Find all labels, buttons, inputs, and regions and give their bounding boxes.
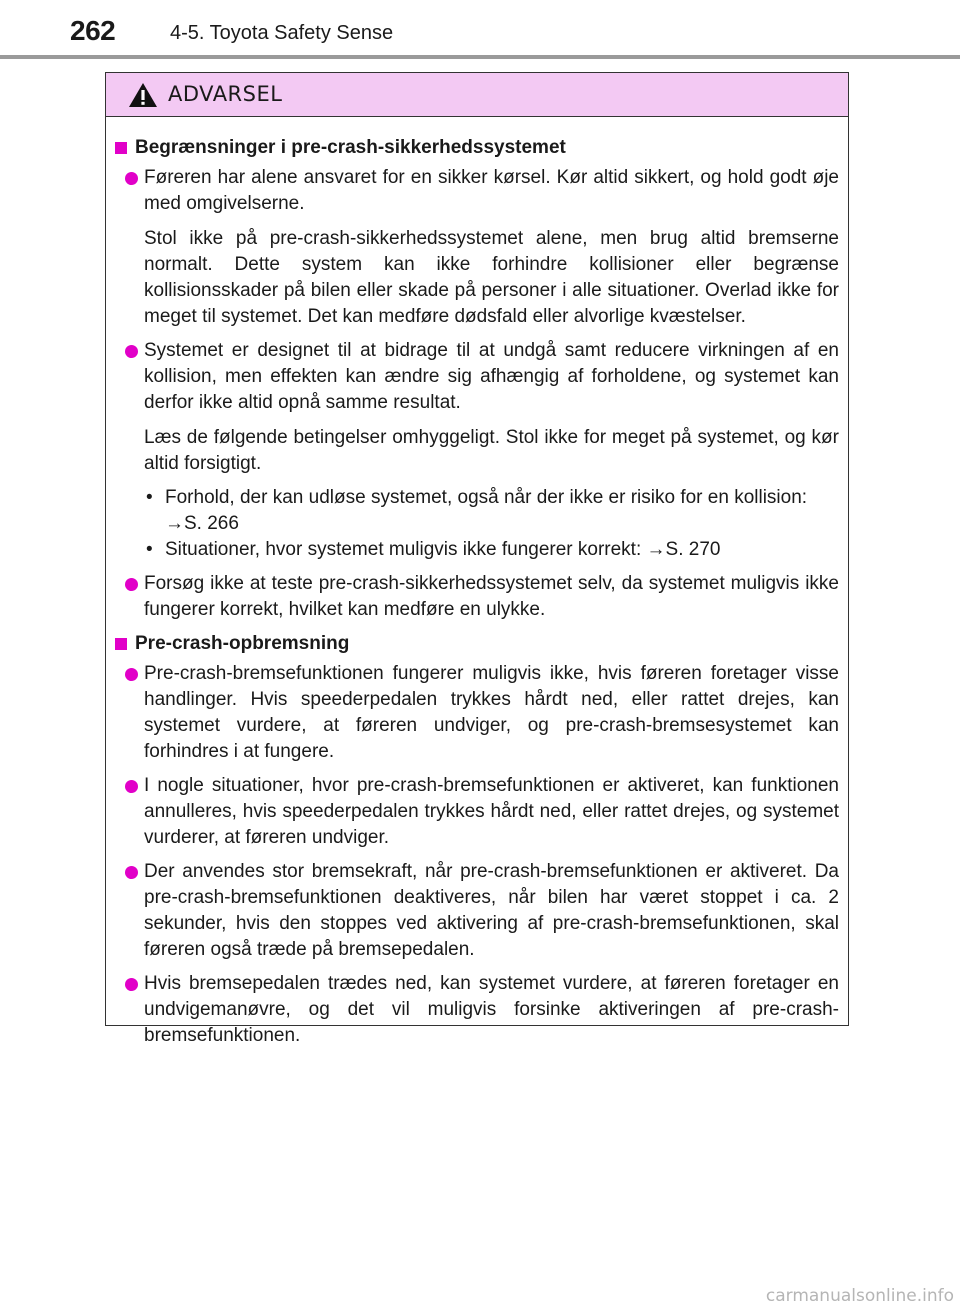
- warning-label: ADVARSEL: [168, 82, 283, 106]
- section-heading: [115, 135, 839, 161]
- cross-reference-text: Situationer, hvor systemet muligvis ikke fungerer korrekt: →S. 270: [165, 539, 721, 560]
- bullet-text: Forsøg ikke at teste pre-crash-sikkerhedssystemet selv, da systemet muligvis ikke fungerer korrekt, hvilket kan medføre en ulykke.: [144, 573, 839, 620]
- header-divider: [0, 55, 960, 59]
- dot-bullet-icon: [125, 578, 138, 591]
- bullet-text: Systemet er designet til at bidrage til at undgå samt reducere virkningen af en kollision, men effekten kan ændre sig afhængig af forholdene, og systemet kan derfor ikke altid opnå samme resultat.: [144, 340, 839, 413]
- warning-box: [105, 72, 849, 1046]
- bullet-subtext: Læs de følgende betingelser omhyggeligt. Stol ikke for meget på systemet, og kør altid forsigtigt.: [144, 427, 839, 474]
- warning-content: [106, 117, 848, 1049]
- bullet-item: [115, 773, 839, 851]
- list-item: • Forhold, der kan udløse systemet, også når der ikke er risiko for en kollision: →S. 266: [144, 485, 839, 537]
- bullet-text: Pre-crash-bremsefunktionen fungerer muligvis ikke, hvis føreren foretager visse handlinger. Hvis speederpedalen trykkes hårdt ned, eller rattet drejes, kan systemet vurdere, at føreren undviger, og pre-crash-bremsesystemet kan forhindres i at fungere.: [144, 663, 839, 762]
- square-bullet-icon: [115, 638, 127, 650]
- bullet-text: Føreren har alene ansvaret for en sikker kørsel. Kør altid sikkert, og hold godt øje med omgivelserne.: [144, 167, 839, 214]
- bullet-item: [115, 661, 839, 765]
- bullet-item: [115, 571, 839, 623]
- list-item: • Situationer, hvor systemet muligvis ikke fungerer korrekt: →S. 270: [144, 537, 839, 563]
- section-heading-text: Pre-crash-opbremsning: [135, 633, 350, 654]
- cross-reference-text: Forhold, der kan udløse systemet, også når der ikke er risiko for en kollision: →S. 266: [165, 487, 808, 534]
- watermark: carmanualsonline.info: [765, 1286, 954, 1306]
- bullet-item: [115, 165, 839, 330]
- bullet-item: [115, 338, 839, 563]
- bullet-text: I nogle situationer, hvor pre-crash-bremsefunktionen er aktiveret, kan funktionen annulleres, hvis speederpedalen trykkes hårdt ned, eller rattet drejes, og systemet vurderer, at føreren undviger.: [144, 775, 839, 848]
- dot-bullet-icon: [125, 668, 138, 681]
- bullet-subtext: Stol ikke på pre-crash-sikkerhedssystemet alene, men brug altid bremserne normalt. Dette system kan ikke forhindre kollisioner eller begrænse kollisionsskader på bilen eller skade på personer i alle situationer. Overlad ikke for meget til systemet. Det kan medføre dødsfald eller alvorlige kvæstelser.: [144, 228, 839, 327]
- warning-header: [106, 73, 848, 117]
- dot-bullet-icon: [125, 866, 138, 879]
- square-bullet-icon: [115, 142, 127, 154]
- bullet-item: [115, 859, 839, 963]
- bullet-item: [115, 971, 839, 1049]
- section-heading: [115, 631, 839, 657]
- dot-bullet-icon: [125, 978, 138, 991]
- bullet-text: Hvis bremsepedalen trædes ned, kan systemet vurdere, at føreren foretager en undvigemanøvre, og det vil muligvis forsinke aktiveringen af pre-crash-bremsefunktionen.: [144, 973, 839, 1046]
- section-title: 4-5. Toyota Safety Sense: [170, 22, 394, 44]
- dot-bullet-icon: [125, 172, 138, 185]
- page-number: 262: [70, 15, 116, 46]
- warning-triangle-icon: [128, 82, 158, 108]
- section-heading-text: Begrænsninger i pre-crash-sikkerhedssystemet: [135, 137, 566, 158]
- page-header: [0, 0, 960, 60]
- dot-bullet-icon: [125, 780, 138, 793]
- bullet-text: Der anvendes stor bremsekraft, når pre-crash-bremsefunktionen er aktiveret. Da pre-crash-bremsefunktionen deaktiveres, når bilen har været stoppet i ca. 2 sekunder, hvis den stoppes ved aktivering af pre-crash-bremsefunktionen, skal føreren også træde på bremsepedalen.: [144, 861, 839, 960]
- dot-bullet-icon: [125, 345, 138, 358]
